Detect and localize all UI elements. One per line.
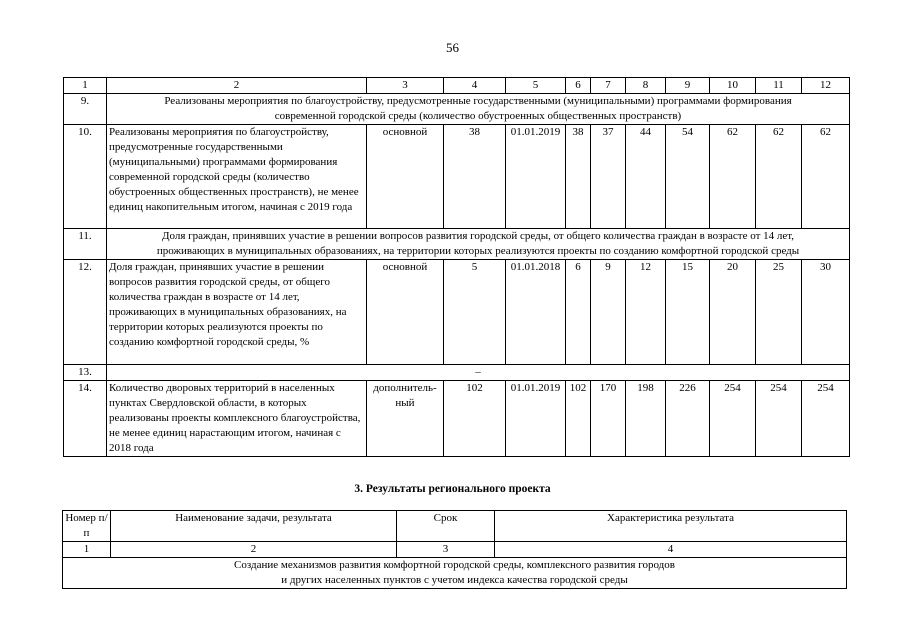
value-cell: 102 <box>566 381 591 457</box>
indicator-name: Количество дворовых территорий в населенных пунктах Свердловской области, в которых реализованы проекты комплексного благоустройства, не менее единиц нарастающим итогом, начиная с 2018 года <box>107 381 367 457</box>
table-row <box>64 260 850 365</box>
column-number: 1 <box>64 78 107 94</box>
base-value: 5 <box>444 260 506 365</box>
section-title: 3. Результаты регионального проекта <box>354 483 551 495</box>
base-date: 01.01.2018 <box>506 260 566 365</box>
value-cell: 254 <box>756 381 802 457</box>
header-task-name: Наименование задачи, результата <box>111 511 397 542</box>
row-number: 14. <box>64 381 107 457</box>
task-title <box>63 558 847 589</box>
value-cell: 62 <box>756 125 802 229</box>
value-cell: 9 <box>591 260 626 365</box>
value-cell: 226 <box>666 381 710 457</box>
column-number: 8 <box>626 78 666 94</box>
column-number: 5 <box>506 78 566 94</box>
table-row <box>64 381 850 457</box>
table-row <box>64 365 850 381</box>
row-span-line: Реализованы мероприятия по благоустройству, предусмотренные государственными (муниципальными) программами формирования <box>164 95 792 107</box>
value-cell: 38 <box>566 125 591 229</box>
header-deadline: Срок <box>397 511 495 542</box>
page-number: 56 <box>446 40 459 55</box>
row-span-text <box>107 94 850 125</box>
column-number: 2 <box>107 78 367 94</box>
indicator-type: основной <box>367 260 444 365</box>
table-row <box>64 125 850 229</box>
column-number: 4 <box>495 542 847 558</box>
row-number: 9. <box>64 94 107 125</box>
indicator-name: Доля граждан, принявших участие в решении вопросов развития городской среды, от общего количества граждан в возрасте от 14 лет, проживающих в муниципальных образованиях, на территории которых реализуются проекты по созданию комфортной городской среды, % <box>107 260 367 365</box>
value-cell: 30 <box>802 260 850 365</box>
row-span-text: Доля граждан, принявших участие в решении вопросов развития городской среды, от общего количества граждан в возрасте от 14 лет, проживающих в муниципальных образованиях, на территории которых реализуются проекты по созданию комфортной городской среды <box>107 229 850 260</box>
table-row <box>64 229 850 260</box>
row-number: 10. <box>64 125 107 229</box>
value-cell: 170 <box>591 381 626 457</box>
value-cell: 20 <box>710 260 756 365</box>
value-cell: 44 <box>626 125 666 229</box>
base-value: 38 <box>444 125 506 229</box>
table-row <box>64 94 850 125</box>
base-date: 01.01.2019 <box>506 125 566 229</box>
table-header-row <box>63 511 847 542</box>
value-cell: 15 <box>666 260 710 365</box>
value-cell: 54 <box>666 125 710 229</box>
column-number: 6 <box>566 78 591 94</box>
row-span-line: современной городской среды (количество обустроенных общественных пространств) <box>274 110 682 122</box>
indicators-table <box>63 77 850 457</box>
base-date: 01.01.2019 <box>506 381 566 457</box>
column-number: 10 <box>710 78 756 94</box>
column-number: 1 <box>63 542 111 558</box>
indicator-type: основной <box>367 125 444 229</box>
task-title-line: Создание механизмов развития комфортной городской среды, комплексного развития городов <box>234 559 675 571</box>
column-number: 7 <box>591 78 626 94</box>
table-header-numbers-row <box>63 542 847 558</box>
row-number: 12. <box>64 260 107 365</box>
row-number: 11. <box>64 229 107 260</box>
value-cell: 198 <box>626 381 666 457</box>
row-number: 13. <box>64 365 107 381</box>
value-cell: 62 <box>710 125 756 229</box>
results-table <box>62 510 847 589</box>
value-cell: 25 <box>756 260 802 365</box>
task-title-line: и других населенных пунктов с учетом индекса качества городской среды <box>281 574 628 586</box>
header-characteristic: Характеристика результата <box>495 511 847 542</box>
value-cell: 62 <box>802 125 850 229</box>
indicator-name: Реализованы мероприятия по благоустройству, предусмотренные государственными (муниципальными) программами формирования современной городской среды (количество обустроенных общественных пространств), не менее единиц накопительным итогом, начиная с 2019 года <box>107 125 367 229</box>
column-number: 11 <box>756 78 802 94</box>
column-number: 9 <box>666 78 710 94</box>
value-cell: 37 <box>591 125 626 229</box>
column-number: 2 <box>111 542 397 558</box>
row-span-text: – <box>107 365 850 381</box>
value-cell: 254 <box>710 381 756 457</box>
column-number: 12 <box>802 78 850 94</box>
indicator-type: дополнитель-ный <box>367 381 444 457</box>
value-cell: 12 <box>626 260 666 365</box>
base-value: 102 <box>444 381 506 457</box>
value-cell: 6 <box>566 260 591 365</box>
column-number: 3 <box>367 78 444 94</box>
value-cell: 254 <box>802 381 850 457</box>
table-row <box>63 558 847 589</box>
column-number: 4 <box>444 78 506 94</box>
table-header-row <box>64 78 850 94</box>
column-number: 3 <box>397 542 495 558</box>
header-number: Номер п/п <box>63 511 111 542</box>
